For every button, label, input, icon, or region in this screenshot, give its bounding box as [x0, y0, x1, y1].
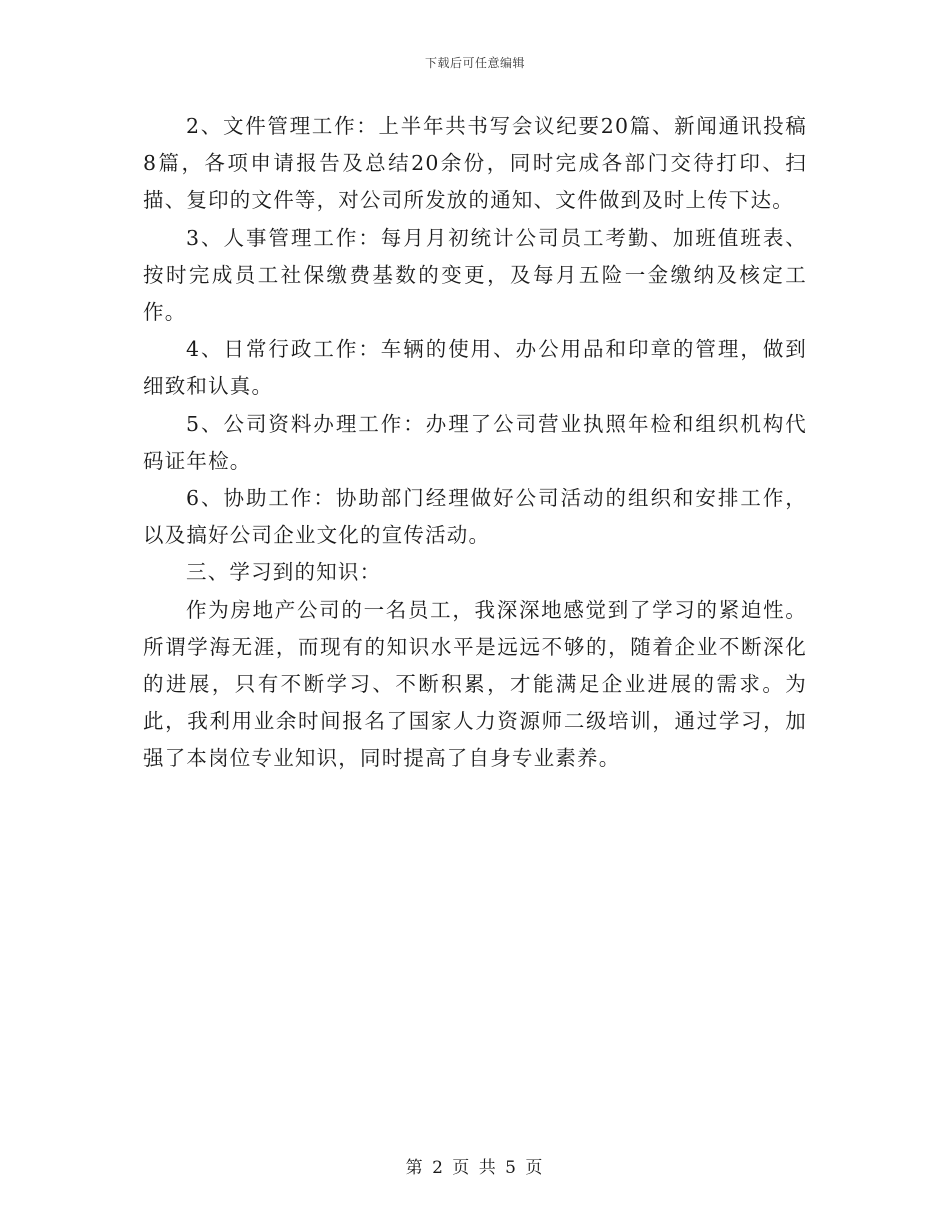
paragraph-personnel-management: 3、人事管理工作：每月月初统计公司员工考勤、加班值班表、按时完成员工社保缴费基数的变更，及每月五险一金缴纳及核定工作。	[143, 225, 807, 325]
paragraph-company-documents: 5、公司资料办理工作：办理了公司营业执照年检和组织机构代码证年检。	[143, 411, 807, 473]
section-heading-knowledge: 三、学习到的知识：	[186, 560, 382, 585]
paragraph-daily-administration: 4、日常行政工作：车辆的使用、办公用品和印章的管理，做到细致和认真。	[143, 337, 807, 399]
paragraph-assistance-work: 6、协助工作：协助部门经理做好公司活动的组织和安排工作，以及搞好公司企业文化的宣传活动。	[143, 486, 807, 548]
paragraph-file-management: 2、文件管理工作：上半年共书写会议纪要20篇、新闻通讯投稿8篇，各项申请报告及总结20余份，同时完成各部门交待打印、扫描、复印的文件等，对公司所发放的通知、文件做到及时上传下达。	[143, 114, 807, 213]
page-header: 下载后可任意编辑	[424, 56, 525, 70]
page-number: 第 2 页 共 5 页	[405, 1158, 545, 1178]
document-body	[143, 108, 807, 778]
paragraph-learning: 作为房地产公司的一名员工，我深深地感觉到了学习的紧迫性。所谓学海无涯，而现有的知识水平是远远不够的，随着企业不断深化的进展，只有不断学习、不断积累，才能满足企业进展的需求。为此，我利用业余时间报名了国家人力资源师二级培训，通过学习，加强了本岗位专业知识，同时提高了自身专业素养。	[143, 597, 807, 771]
